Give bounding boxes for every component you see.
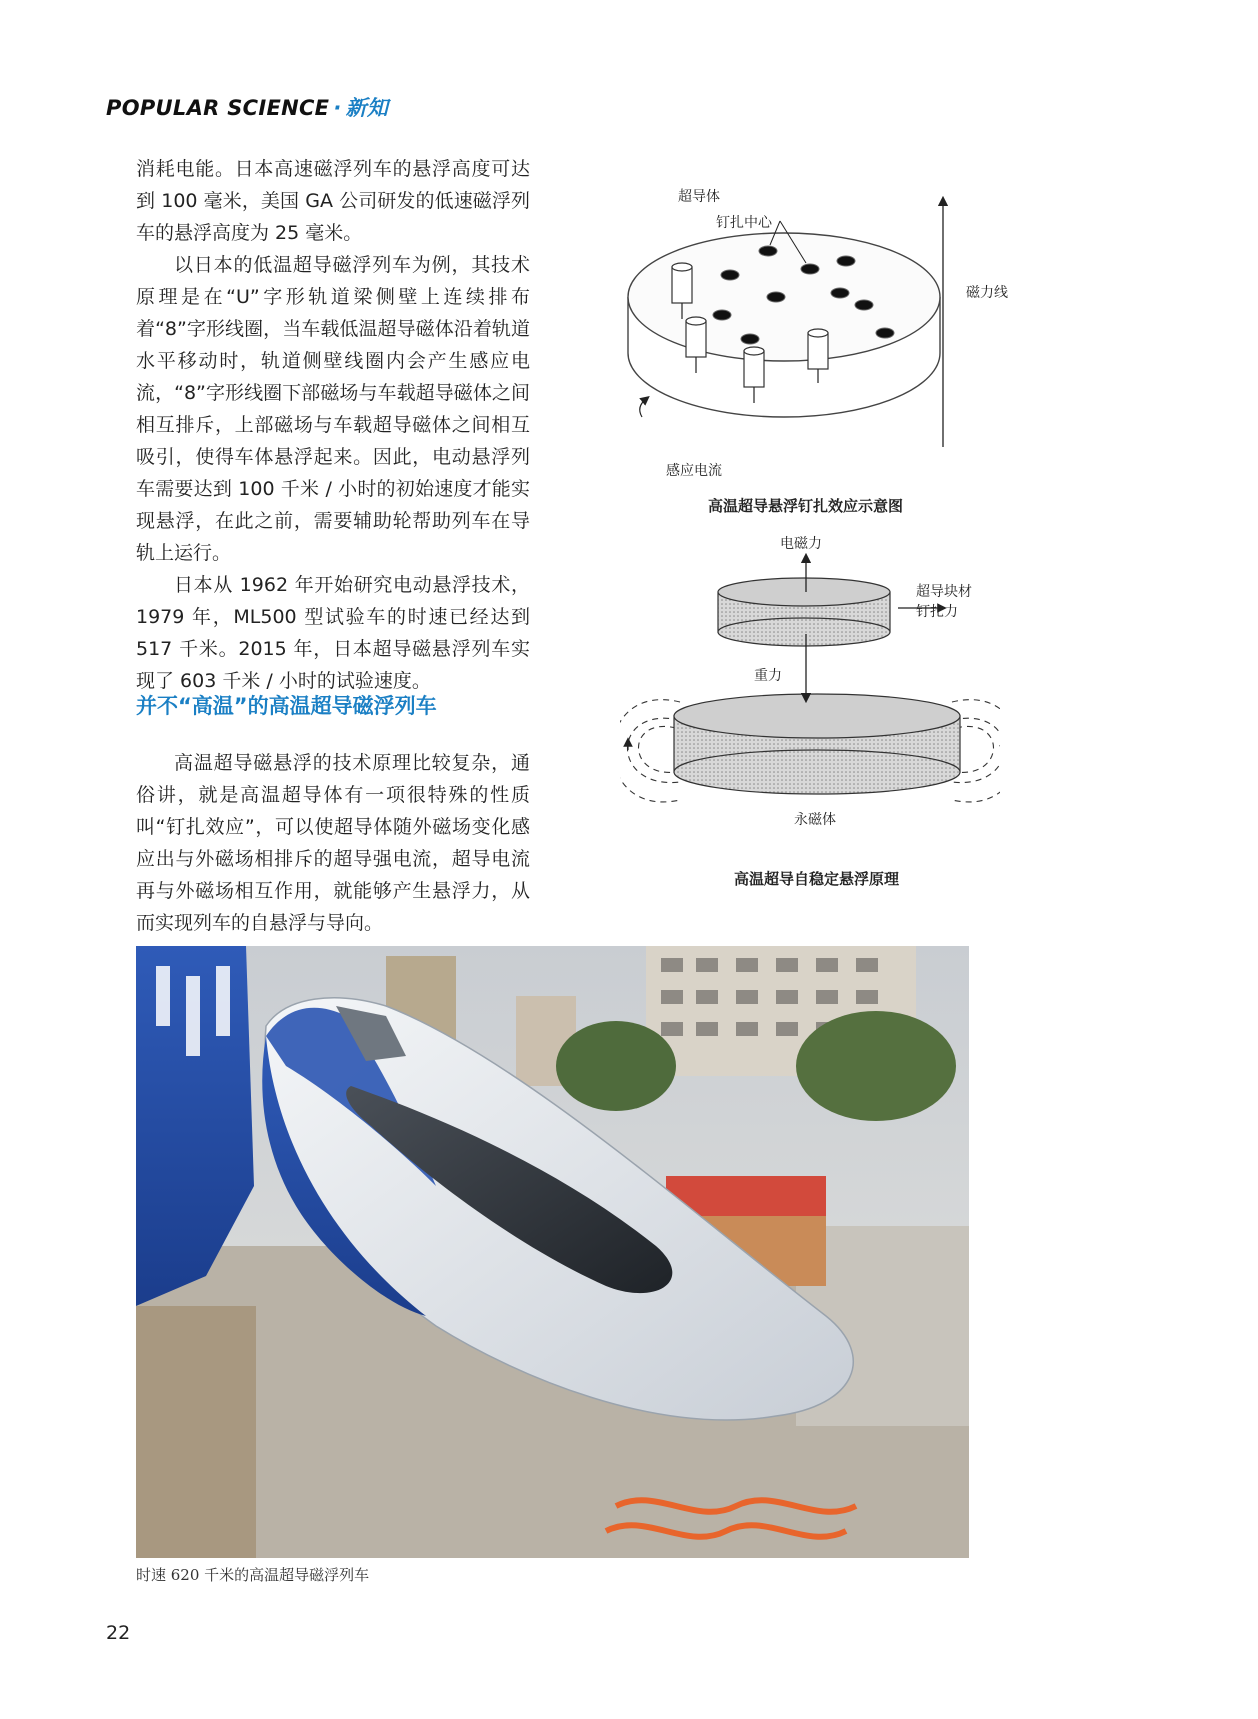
paragraph: 高温超导磁悬浮的技术原理比较复杂，通俗讲，就是高温超导体有一项很特殊的性质叫“钉扎效应”，可以使超导体随外磁场变化感应出与外磁场相排斥的超导强电流，超导电流再与外磁场相互作用，就能够产生悬浮力，从而实现列车的自悬浮与导向。	[136, 752, 530, 934]
paragraph: 消耗电能。日本高速磁浮列车的悬浮高度可达到 100 毫米，美国 GA 公司研发的低速磁浮列车的悬浮高度为 25 毫米。	[136, 158, 530, 244]
label-bulk-material: 超导块材	[916, 584, 972, 600]
section-heading: 并不“高温”的高温超导磁浮列车	[136, 694, 437, 718]
photo-caption: 时速 620 千米的高温超导磁浮列车	[136, 1566, 370, 1584]
label-pinning-force: 钉扎力	[916, 604, 958, 620]
maglev-train-photo	[136, 946, 969, 1558]
label-superconductor: 超导体	[678, 189, 720, 205]
article-column-bottom	[136, 747, 530, 939]
masthead	[106, 92, 388, 122]
magazine-brand: POPULAR SCIENCE	[106, 96, 330, 120]
label-induced-current: 感应电流	[666, 463, 722, 479]
label-pinning-center: 钉扎中心	[716, 215, 772, 231]
label-em-force: 电磁力	[780, 536, 822, 552]
article-column-top	[136, 153, 530, 697]
self-stable-levitation-diagram	[620, 530, 1000, 854]
figure1-caption: 高温超导悬浮钉扎效应示意图	[708, 497, 904, 515]
masthead-separator: ·	[333, 96, 342, 120]
section-name: 新知	[345, 96, 389, 120]
figure2-caption: 高温超导自稳定悬浮原理	[734, 870, 900, 888]
label-permanent-magnet: 永磁体	[794, 812, 836, 828]
label-gravity: 重力	[754, 668, 782, 684]
pinning-effect-diagram	[620, 185, 1040, 509]
paragraph: 以日本的低温超导磁浮列车为例，其技术原理是在“U”字形轨道梁侧壁上连续排布着“8”字形线圈，当车载低温超导磁体沿着轨道水平移动时，轨道侧壁线圈内会产生感应电流，“8”字形线圈下部磁场与车载超导磁体之间相互排斥，上部磁场与车载超导磁体之间相互吸引，使得车体悬浮起来。因此，电动悬浮列车需要达到 100 千米 / 小时的初始速度才能实现悬浮，在此之前，需要辅助轮帮助列车在导轨上运行。	[136, 254, 530, 564]
paragraph: 日本从 1962 年开始研究电动悬浮技术，1979 年，ML500 型试验车的时速已经达到 517 千米。2015 年，日本超导磁悬浮列车实现了 603 千米 / 小时的试验速度。	[136, 574, 530, 692]
label-magnetic-field-line: 磁力线	[966, 285, 1008, 301]
page-number: 22	[106, 1622, 131, 1644]
